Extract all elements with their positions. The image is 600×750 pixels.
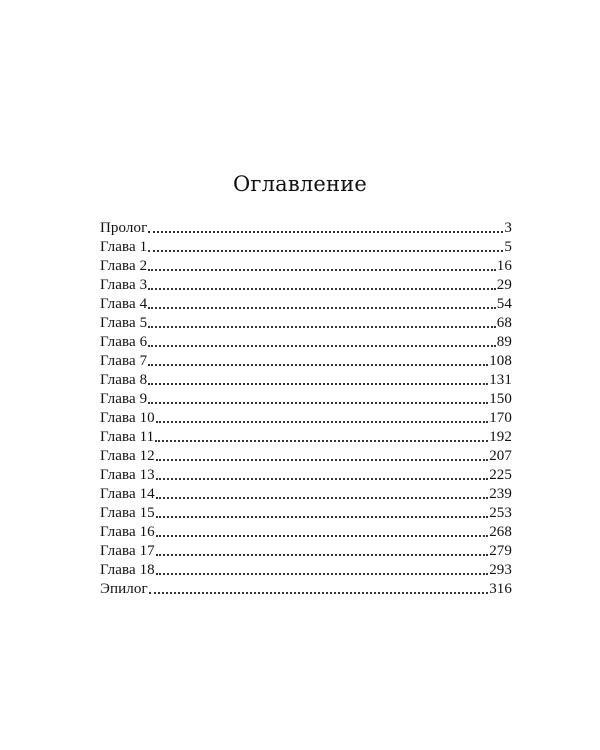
toc-entry-label: Глава 1 — [100, 239, 148, 255]
toc-entry-label: Глава 3 — [100, 277, 148, 293]
toc-entry-label: Пролог — [100, 220, 148, 236]
toc-entry — [100, 485, 512, 504]
toc-entry-page: 150 — [489, 391, 512, 407]
toc-entry-label: Глава 7 — [100, 353, 148, 369]
toc-entry-label: Глава 17 — [100, 543, 155, 559]
toc-entry-page: 68 — [496, 315, 512, 331]
toc-dot-leader — [148, 402, 488, 404]
toc-dot-leader — [156, 573, 488, 575]
toc-dot-leader — [148, 307, 496, 309]
toc-entry — [100, 276, 512, 295]
toc-entry — [100, 504, 512, 523]
toc-entry-label: Глава 15 — [100, 505, 155, 521]
toc-dot-leader — [156, 516, 488, 518]
toc-entry-page: 5 — [504, 239, 512, 255]
toc-entry-page: 170 — [489, 410, 512, 426]
toc-dot-leader — [156, 497, 488, 499]
toc-entry — [100, 390, 512, 409]
toc-entry — [100, 314, 512, 333]
toc-entry — [100, 371, 512, 390]
toc-entry — [100, 561, 512, 580]
toc-entry-label: Глава 10 — [100, 410, 155, 426]
toc-entry-label: Эпилог — [100, 581, 148, 597]
toc-entry — [100, 428, 512, 447]
toc-entry — [100, 238, 512, 257]
toc-entry — [100, 409, 512, 428]
toc-entry-label: Глава 12 — [100, 448, 155, 464]
toc-entry — [100, 352, 512, 371]
toc-entry-page: 29 — [496, 277, 512, 293]
toc-entry — [100, 447, 512, 466]
toc-entry-page: 253 — [489, 505, 512, 521]
toc-entry-page: 239 — [489, 486, 512, 502]
toc-entry-label: Глава 6 — [100, 334, 148, 350]
toc-entry-label: Глава 9 — [100, 391, 148, 407]
toc-entry-page: 207 — [489, 448, 512, 464]
toc-dot-leader — [156, 554, 488, 556]
toc-dot-leader — [148, 326, 496, 328]
toc-dot-leader — [149, 592, 488, 594]
toc-entry-label: Глава 13 — [100, 467, 155, 483]
toc-entry-page: 16 — [496, 258, 512, 274]
toc-entry — [100, 333, 512, 352]
toc-entry — [100, 523, 512, 542]
toc-entry-page: 293 — [489, 562, 512, 578]
toc-entry-label: Глава 5 — [100, 315, 148, 331]
toc-dot-leader — [156, 421, 488, 423]
toc-entry-page: 89 — [496, 334, 512, 350]
toc-dot-leader — [156, 535, 488, 537]
toc-entry-label: Глава 11 — [100, 429, 155, 445]
toc-entry — [100, 580, 512, 599]
toc-entry-label: Глава 4 — [100, 296, 148, 312]
toc-entry-label: Глава 14 — [100, 486, 155, 502]
toc-entry-label: Глава 2 — [100, 258, 148, 274]
toc-entry — [100, 295, 512, 314]
toc-dot-leader — [148, 231, 503, 233]
toc-entry-page: 108 — [489, 353, 512, 369]
toc-entry-label: Глава 18 — [100, 562, 155, 578]
toc-entry-page: 268 — [489, 524, 512, 540]
toc-entry — [100, 257, 512, 276]
toc-dot-leader — [156, 478, 488, 480]
toc-entry-page: 192 — [489, 429, 512, 445]
toc-title: Оглавление — [232, 172, 368, 196]
toc-dot-leader — [155, 440, 488, 442]
toc-entry-label: Глава 8 — [100, 372, 148, 388]
toc-entry — [100, 466, 512, 485]
toc-entry-page: 54 — [496, 296, 512, 312]
toc-entry-page: 225 — [489, 467, 512, 483]
toc-dot-leader — [148, 250, 503, 252]
toc-list — [100, 219, 512, 599]
toc-dot-leader — [148, 383, 488, 385]
toc-entry — [100, 542, 512, 561]
toc-dot-leader — [156, 459, 488, 461]
toc-entry — [100, 219, 512, 238]
toc-dot-leader — [148, 288, 496, 290]
toc-dot-leader — [148, 269, 496, 271]
toc-entry-label: Глава 16 — [100, 524, 155, 540]
toc-entry-page: 316 — [489, 581, 512, 597]
toc-entry-page: 131 — [489, 372, 512, 388]
toc-dot-leader — [148, 364, 488, 366]
toc-dot-leader — [148, 345, 496, 347]
toc-entry-page: 279 — [489, 543, 512, 559]
toc-entry-page: 3 — [504, 220, 512, 236]
